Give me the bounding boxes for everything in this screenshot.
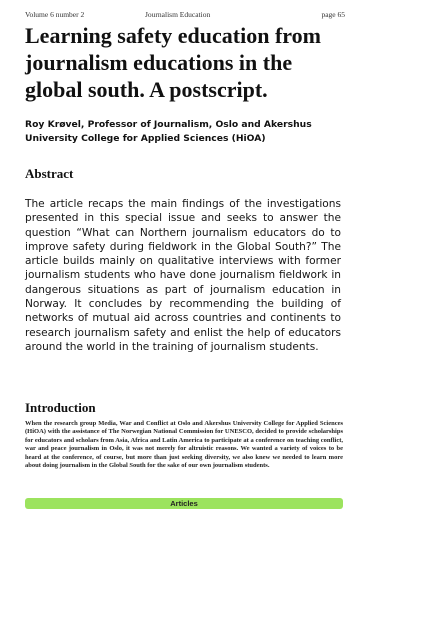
section-label: Articles [170, 499, 198, 508]
section-footer-bar [25, 498, 343, 509]
abstract-heading: Abstract [25, 166, 74, 181]
introduction-text: When the research group Media, War and Conflict at Oslo and Akershus University College for Applied Sciences (HiOA) with the assistance of The Norwegian National Commission for UNESCO, decided to provide scholarships for educators and scholars from Asia, Africa and Latin America to participate at a conference on teaching conflict, war and peace journalism in Oslo, it was not merely for altruistic reasons. We wanted a variety of voices to be heard at the conference, of course, but more than just seeking diversity, we also knew we needed to learn more about doing journalism in the Global South for the sake of our own journalism students. [25, 420, 343, 470]
page-number: page 65 [321, 10, 345, 19]
author-line: Roy Krøvel, Professor of Journalism, Oslo and Akershus University College for Applied Sciences (HiOA) [25, 119, 312, 144]
article-title: Learning safety education from journalism educations in the global south. A postscript. [25, 23, 321, 102]
journal-name: Journalism Education [145, 10, 211, 19]
introduction-heading: Introduction [25, 400, 96, 415]
abstract-text: The article recaps the main findings of the investigations presented in this special issue and seeks to answer the question “What can Northern journalism educators do to improve safety during fieldwork in the Global South?” The article builds mainly on qualitative interviews with former journalism students who have done journalism fieldwork in dangerous situations as part of journalism education in Norway. It concludes by recommending the building of networks of mutual aid across countries and continents to research journalism safety and enlist the help of educators around the world in the training of journalism students. [25, 198, 341, 353]
volume-label: Volume 6 number 2 [25, 10, 85, 19]
